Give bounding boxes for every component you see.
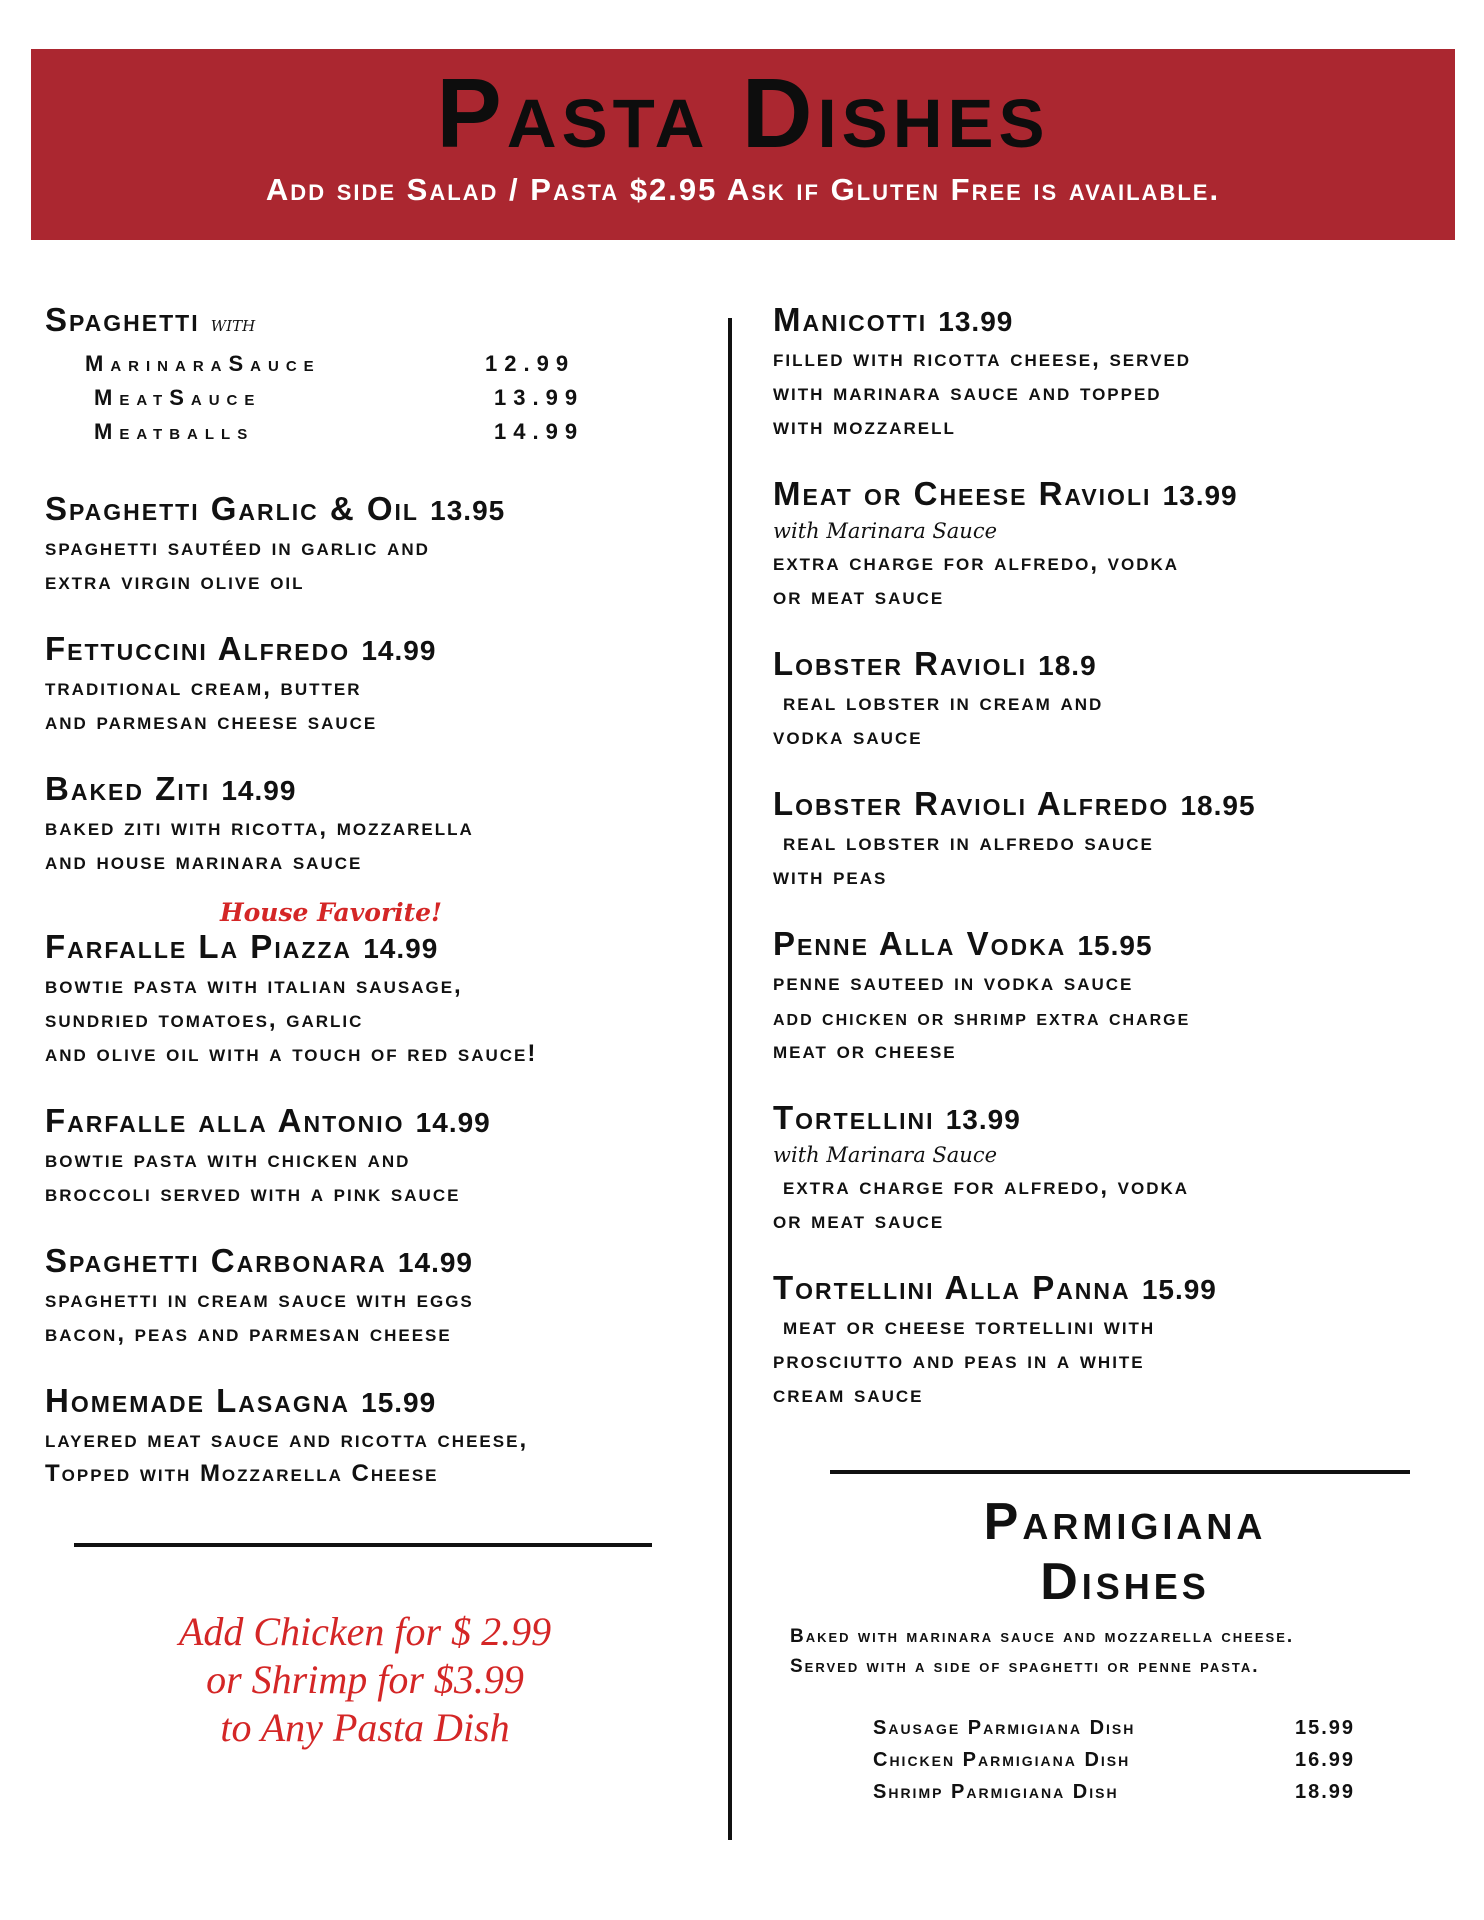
parmigiana-item-name: Shrimp Parmigiana Dish (873, 1781, 1119, 1803)
item-name (45, 489, 715, 531)
item-desc: real lobster in alfredo sauce (783, 829, 1154, 856)
addon-line: or Shrimp for $3.99 (206, 1657, 524, 1702)
item-note: with Marinara Sauce (773, 519, 998, 543)
menu-item-spaghetti (45, 300, 715, 345)
menu-item (45, 629, 715, 739)
item-desc: prosciutto and peas in a white (773, 1347, 1145, 1374)
item-name (773, 1098, 1463, 1140)
parmigiana-title-line: Dishes (1040, 1553, 1210, 1611)
addon-line: to Any Pasta Dish (220, 1705, 510, 1750)
parmigiana-row (873, 1744, 1355, 1776)
add-protein-note (60, 1608, 670, 1752)
spaghetti-options (45, 347, 715, 449)
item-name (773, 644, 1463, 686)
item-desc: bacon, peas and parmesan cheese (45, 1320, 452, 1347)
option-row (45, 381, 715, 415)
parmigiana-row (873, 1712, 1355, 1744)
item-title: Farfalle La Piazza (45, 928, 353, 965)
item-desc: extra charge for alfredo, vodka (773, 549, 1180, 576)
item-title: Spaghetti Carbonara (45, 1242, 387, 1279)
item-price: 15.95 (1077, 930, 1153, 961)
right-divider-line (830, 1470, 1410, 1474)
item-desc: with mozzarell (773, 413, 956, 440)
item-desc: add chicken or shrimp extra charge (773, 1004, 1191, 1030)
menu-item (773, 1098, 1463, 1238)
item-desc: broccoli served with a pink sauce (45, 1180, 461, 1207)
parmigiana-item-price: 16.99 (1295, 1749, 1356, 1771)
item-title: Homemade Lasagna (45, 1382, 350, 1419)
column-divider (728, 318, 732, 1840)
item-name (773, 474, 1463, 516)
item-price: 14.99 (361, 635, 437, 666)
item-title: Farfalle alla Antonio (45, 1102, 405, 1139)
house-favorite-badge: House Favorite! (220, 898, 443, 927)
item-desc: Topped with Mozzarella Cheese (45, 1460, 439, 1487)
option-name: MeatSauce (94, 385, 262, 410)
option-name: MarinaraSauce (85, 351, 321, 376)
item-title: Tortellini (773, 1099, 935, 1136)
menu-item (773, 784, 1463, 894)
item-desc: extra charge for alfredo, vodka (783, 1173, 1190, 1200)
menu-item (773, 924, 1463, 1068)
item-name (45, 300, 715, 345)
item-name (45, 629, 715, 671)
parmigiana-title-line: Parmigiana (983, 1493, 1267, 1551)
item-price: 13.99 (945, 1104, 1021, 1135)
item-desc: extra virgin olive oil (45, 568, 305, 595)
item-title: Penne Alla Vodka (773, 925, 1067, 962)
item-price: 14.99 (415, 1107, 491, 1138)
parmigiana-item-price: 15.99 (1295, 1717, 1356, 1739)
item-price: 13.99 (1162, 480, 1238, 511)
page-subtitle: Add side Salad / Pasta $2.95 Ask if Gluten Free is available. (265, 172, 1221, 207)
item-desc: cream sauce (773, 1381, 924, 1408)
item-name (773, 1268, 1463, 1310)
item-title: Spaghetti Garlic & Oil (45, 490, 419, 527)
item-name (45, 769, 715, 811)
left-column (45, 300, 715, 1521)
item-desc: spaghetti in cream sauce with eggs (45, 1286, 474, 1313)
item-name (45, 1381, 715, 1423)
menu-item (45, 899, 715, 1071)
item-price: 14.99 (221, 775, 297, 806)
menu-item (773, 1268, 1463, 1412)
option-row (45, 415, 715, 449)
option-price: 12.99 (485, 351, 576, 376)
right-column (773, 300, 1463, 1442)
parmigiana-desc-line: Served with a side of spaghetti or penne pasta. (790, 1656, 1260, 1677)
header-banner (31, 49, 1455, 240)
menu-item (773, 644, 1463, 754)
item-title: Lobster Ravioli (773, 645, 1027, 682)
item-desc: sundried tomatoes, garlic (45, 1006, 364, 1033)
item-desc: meat or cheese tortellini with (783, 1313, 1156, 1340)
page-title: Pasta Dishes (436, 58, 1050, 168)
menu-item (45, 1241, 715, 1351)
item-desc: and parmesan cheese sauce (45, 708, 378, 735)
item-price: 13.95 (430, 495, 506, 526)
parmigiana-desc-line: Baked with marinara sauce and mozzarella cheese. (790, 1626, 1295, 1647)
item-desc: meat or cheese (773, 1037, 957, 1064)
item-title: Fettuccini Alfredo (45, 630, 351, 667)
item-price: 15.99 (361, 1387, 437, 1418)
item-price: 15.99 (1141, 1274, 1217, 1305)
item-desc: with peas (773, 863, 888, 890)
item-desc: penne sauteed in vodka sauce (773, 969, 1134, 996)
parmigiana-title (760, 1492, 1484, 1612)
item-desc: baked ziti with ricotta, mozzarella (45, 814, 474, 841)
item-desc: vodka sauce (773, 723, 923, 750)
option-name: Meatballs (94, 419, 255, 444)
item-name (773, 300, 1463, 342)
item-with: with (210, 312, 256, 337)
menu-item (45, 769, 715, 879)
item-desc: or meat sauce (773, 583, 945, 610)
parmigiana-list (873, 1712, 1355, 1808)
item-title: Baked Ziti (45, 770, 211, 807)
item-desc: or meat sauce (773, 1207, 945, 1234)
parmigiana-item-name: Sausage Parmigiana Dish (873, 1717, 1136, 1739)
item-title: Tortellini Alla Panna (773, 1269, 1131, 1306)
option-price: 14.99 (494, 419, 585, 444)
item-title: Meat or Cheese Ravioli (773, 475, 1152, 512)
item-price: 14.99 (397, 1247, 473, 1278)
item-desc: spaghetti sautéed in garlic and (45, 534, 430, 561)
item-name (773, 784, 1463, 826)
menu-item (45, 1101, 715, 1211)
parmigiana-item-name: Chicken Parmigiana Dish (873, 1749, 1131, 1771)
item-price: 18.95 (1180, 790, 1256, 821)
left-divider-line (74, 1543, 652, 1547)
menu-item (45, 489, 715, 599)
option-row (45, 347, 715, 381)
item-desc: and house marinara sauce (45, 848, 363, 875)
addon-line: Add Chicken for $ 2.99 (178, 1609, 552, 1654)
item-desc: with marinara sauce and topped (773, 379, 1162, 406)
parmigiana-item-price: 18.99 (1295, 1781, 1356, 1803)
item-note: with Marinara Sauce (773, 1143, 998, 1167)
item-name (45, 1101, 715, 1143)
item-title: Spaghetti (45, 301, 200, 338)
item-name (45, 1241, 715, 1283)
menu-item (773, 300, 1463, 444)
item-desc: filled with ricotta cheese, served (773, 345, 1192, 372)
item-desc: and olive oil with a touch of red sauce! (45, 1040, 538, 1067)
item-desc: bowtie pasta with italian sausage, (45, 972, 463, 999)
item-price: 14.99 (363, 933, 439, 964)
menu-item (45, 1381, 715, 1491)
item-title: Lobster Ravioli Alfredo (773, 785, 1170, 822)
parmigiana-description (790, 1622, 1470, 1682)
item-desc: traditional cream, butter (45, 674, 362, 701)
item-price: 18.9 (1038, 650, 1097, 681)
parmigiana-row (873, 1776, 1355, 1808)
item-name (45, 927, 715, 969)
menu-item (773, 474, 1463, 614)
item-price: 13.99 (938, 306, 1014, 337)
option-price: 13.99 (494, 385, 585, 410)
item-title: Manicotti (773, 301, 928, 338)
item-desc: layered meat sauce and ricotta cheese, (45, 1426, 529, 1453)
item-desc: real lobster in cream and (783, 689, 1104, 716)
item-name (773, 924, 1463, 966)
item-desc: bowtie pasta with chicken and (45, 1146, 411, 1173)
